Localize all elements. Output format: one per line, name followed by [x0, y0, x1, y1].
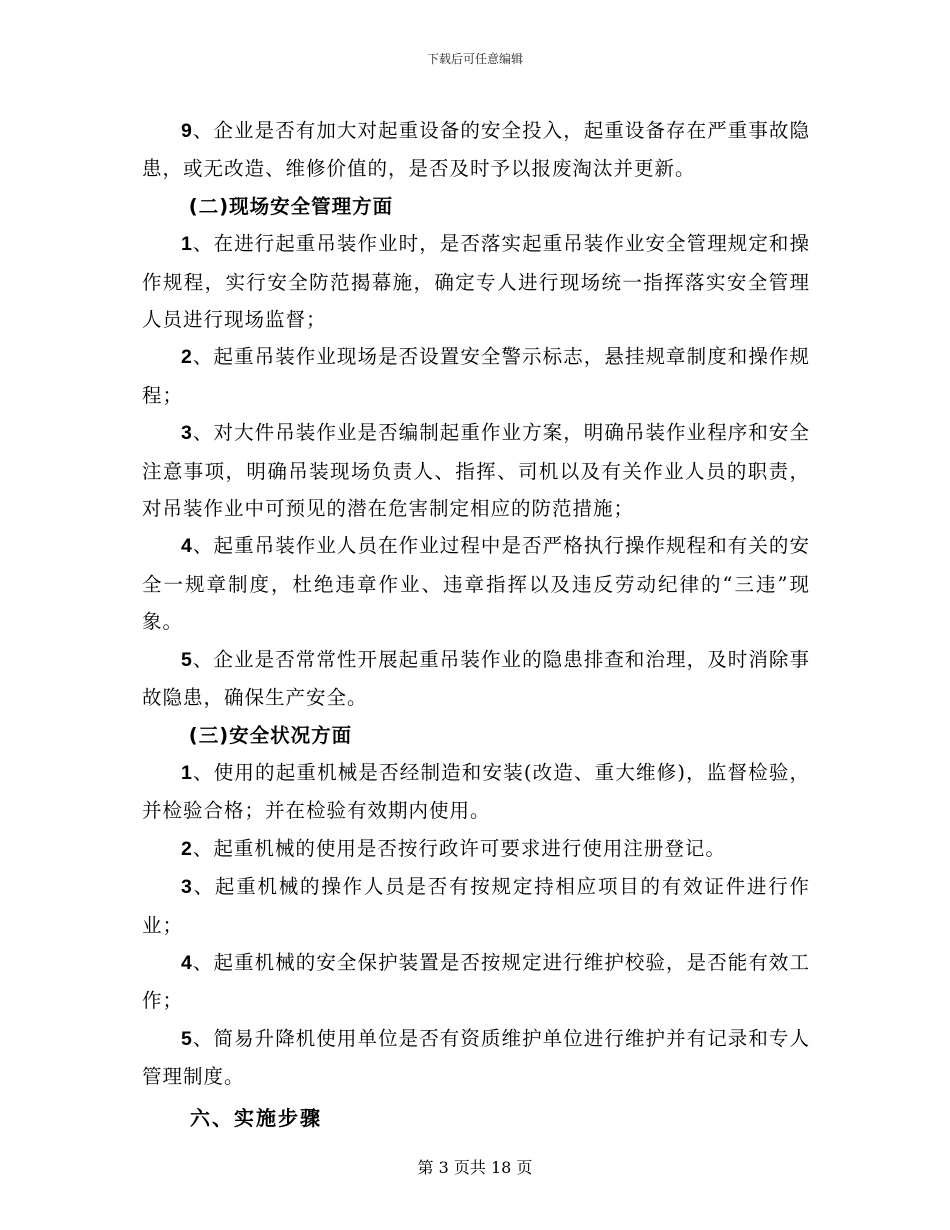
paragraph-text: 、起重吊装作业人员在作业过程中是否严格执行操作规程和有关的安全一规章制度，杜绝违章作业、违章指挥以及违反劳动纪律的“三违”现象。: [142, 534, 810, 634]
paragraph-text: 、企业是否有加大对起重设备的安全投入，起重设备存在严重事故隐患，或无改造、维修价值的，是否及时予以报废淘汰并更新。: [142, 119, 810, 181]
paragraph-text: 、对大件吊装作业是否编制起重作业方案，明确吊装作业程序和安全注意事项，明确吊装现场负责人、指挥、司机以及有关作业人员的职责，对吊装作业中可预见的潜在危害制定相应的防范措施；: [142, 421, 810, 521]
paragraph: [142, 112, 810, 188]
paragraph: [142, 225, 810, 338]
item-number: 1: [181, 761, 193, 784]
paragraph-text: 、使用的起重机械是否经制造和安装(改造、重大维修)，监督检验，并检验合格；并在检验有效期内使用。: [142, 760, 810, 823]
item-number: 5: [181, 648, 193, 671]
item-number: 4: [181, 951, 193, 974]
item-number: 3: [181, 876, 193, 899]
paragraph-text: 、起重机械的操作人员是否有按规定持相应项目的有效证件进行作业；: [142, 875, 810, 937]
paragraph: [142, 641, 810, 717]
paragraph: [142, 414, 810, 527]
paragraph: [142, 1020, 810, 1096]
item-number: 4: [181, 535, 193, 558]
item-number: 2: [181, 346, 193, 369]
paragraph: [142, 527, 810, 640]
item-number: 2: [181, 837, 193, 860]
paragraph-text: 、在进行起重吊装作业时，是否落实起重吊装作业安全管理规定和操作规程，实行安全防范揭幕施，确定专人进行现场统一指挥落实安全管理人员进行现场监督；: [142, 232, 810, 332]
section-heading: 六、实施步骤: [190, 1105, 322, 1130]
paragraph-text: 、简易升降机使用单位是否有资质维护单位进行维护并有记录和专人管理制度。: [142, 1026, 810, 1089]
subsection-heading: (二)现场安全管理方面: [188, 194, 394, 218]
paragraph: [142, 944, 810, 1020]
item-number: 3: [181, 422, 193, 445]
paragraph: [142, 338, 810, 414]
page-header: 下载后可任意编辑: [426, 52, 523, 66]
paragraph-text: 、起重机械的使用是否按行政许可要求进行使用注册登记。: [192, 836, 726, 860]
paragraph: [142, 754, 810, 830]
document-body: [142, 112, 810, 1137]
item-number: 1: [181, 233, 193, 256]
page-footer: 第 3 页共 18 页: [417, 1158, 533, 1177]
item-number: 9: [181, 120, 193, 142]
paragraph-text: 、企业是否常常性开展起重吊装作业的隐患排查和治理，及时消除事故隐患，确保生产安全。: [142, 647, 810, 710]
paragraph: [142, 868, 810, 944]
item-number: 5: [181, 1027, 193, 1050]
paragraph: [142, 830, 810, 868]
paragraph-text: 、起重吊装作业现场是否设置安全警示标志，悬挂规章制度和操作规程；: [142, 345, 810, 407]
subsection-heading: (三)安全状况方面: [188, 723, 353, 747]
paragraph-text: 、起重机械的安全保护装置是否按规定进行维护校验，是否能有效工作；: [142, 950, 810, 1013]
